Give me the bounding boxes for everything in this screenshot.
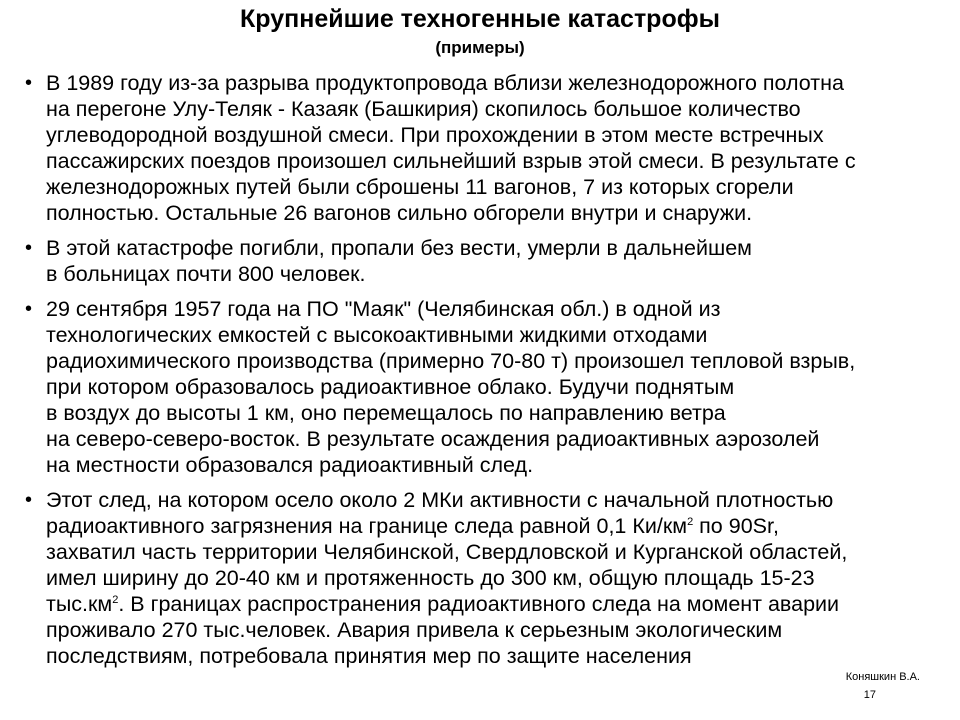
text-line: углеводородной воздушной смеси. При прохождении в этом месте встречных [46,123,824,147]
text-line: радиохимического производства (примерно 70-80 т) произошел тепловой взрыв, [46,349,856,373]
superscript: 2 [112,593,119,606]
text-line: имел ширину до 20-40 км и протяженность до 300 км, общую площадь 15-23 [46,566,815,590]
superscript: 2 [687,515,694,528]
text-line: технологических емкостей с высокоактивными жидкими отходами [46,323,708,347]
text-segment: радиоактивного загрязнения на границе следа равной 0,1 Ки/км [46,514,688,538]
text-line [46,591,960,617]
text-line: В этой катастрофе погибли, пропали без вести, умерли в дальнейшем [46,236,752,260]
text-line: железнодорожных путей были сброшены 11 вагонов, 7 из которых сгорели [46,175,794,199]
text-segment: . В границах распространения радиоактивного следа на момент аварии [118,592,840,616]
page-number: 17 [863,689,876,701]
bullet-item-mayak-1957 [0,296,960,478]
bullet-item-1989-explosion [0,70,960,226]
text-line: В 1989 году из-за разрыва продуктопровода вблизи железнодорожного полотна [46,71,844,95]
text-line: при котором образовалось радиоактивное облако. Будучи поднятым [46,375,735,399]
bullet-icon: • [25,298,33,320]
text-line: на перегоне Улу-Теляк - Казаяк (Башкирия) скопилось большое количество [46,97,801,121]
text-segment: тыс.км [46,592,113,616]
text-line: проживало 270 тыс.человек. Авария привела к серьезным экологическим [46,618,783,642]
footer-author: Коняшкин В.А. [845,671,920,683]
text-line: последствиям, потребовала принятия мер по защите населения [46,644,692,668]
text-line: 29 сентября 1957 года на ПО "Маяк" (Челябинская обл.) в одной из [46,297,721,321]
text-line [46,513,960,539]
text-line: захватил часть территории Челябинской, Свердловской и Курганской областей, [46,540,848,564]
bullet-icon: • [25,72,33,94]
text-segment: по 90Sr, [693,514,779,538]
bullet-icon: • [25,237,33,259]
bullet-item-radioactive-trace [0,487,960,669]
bullet-list [0,70,960,678]
text-line: на северо-северо-восток. В результате осаждения радиоактивных аэрозолей [46,427,820,451]
text-line: полностью. Остальные 26 вагонов сильно обгорели внутри и снаружи. [46,201,753,225]
text-line: в воздух до высоты 1 км, оно перемещалось по направлению ветра [46,401,726,425]
slide-subtitle: (примеры) [435,38,525,57]
text-line: в больницах почти 800 человек. [46,262,366,286]
text-line: на местности образовался радиоактивный след. [46,453,534,477]
slide-title: Крупнейшие техногенные катастрофы [240,5,720,33]
bullet-item-casualties [0,235,960,287]
bullet-icon: • [25,489,33,511]
text-line: пассажирских поездов произошел сильнейший взрыв этой смеси. В результате с [46,149,856,173]
text-line: Этот след, на котором осело около 2 МКи активности с начальной плотностью [46,488,834,512]
